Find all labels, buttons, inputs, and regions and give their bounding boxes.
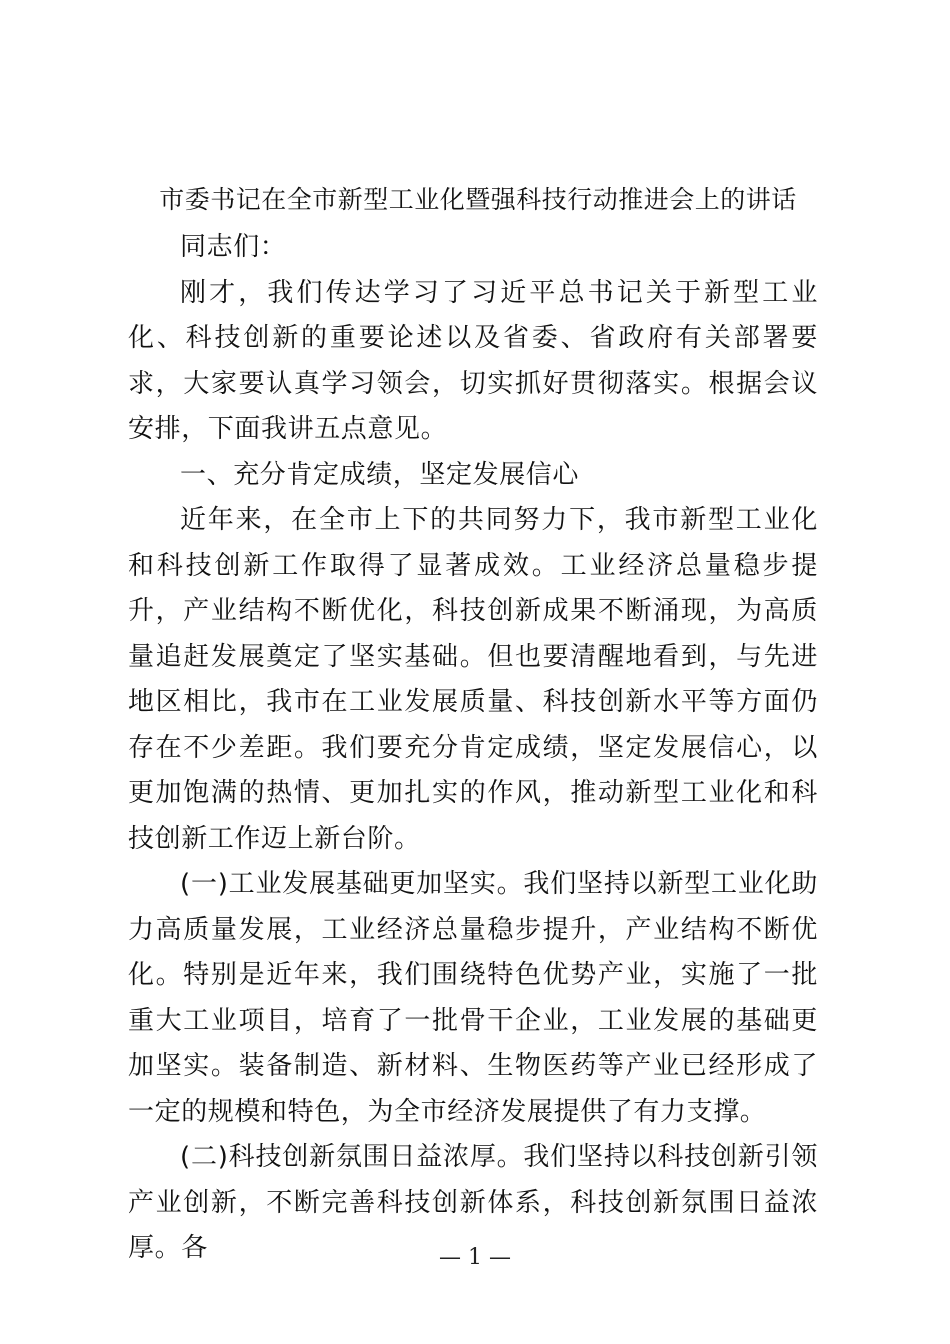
- subsection-paragraph: (二)科技创新氛围日益浓厚。我们坚持以科技创新引领产业创新，不断完善科技创新体系，科技创新氛围日益浓厚。各: [128, 1142, 818, 1263]
- page-number: — 1 —: [439, 1245, 511, 1270]
- document-title: 市委书记在全市新型工业化暨强科技行动推进会上的讲话: [159, 185, 797, 214]
- intro-paragraph: 刚才，我们传达学习了习近平总书记关于新型工业化、科技创新的重要论述以及省委、省政府有关部署要求，大家要认真学习领会，切实抓好贯彻落实。根据会议安排，下面我讲五点意见。: [128, 277, 818, 444]
- body-paragraph: 近年来，在全市上下的共同努力下，我市新型工业化和科技创新工作取得了显著成效。工业经济总量稳步提升，产业结构不断优化，科技创新成果不断涌现，为高质量追赶发展奠定了坚实基础。但也要清醒地看到，与先进地区相比，我市在工业发展质量、科技创新水平等方面仍存在不少差距。我们要充分肯定成绩，坚定发展信心，以更加饱满的热情、更加扎实的作风，推动新型工业化和科技创新工作迈上新台阶。: [128, 505, 818, 854]
- subsection-paragraph: (一)工业发展基础更加坚实。我们坚持以新型工业化助力高质量发展，工业经济总量稳步提升，产业结构不断优化。特别是近年来，我们围绕特色优势产业，实施了一批重大工业项目，培育了一批骨干企业，工业发展的基础更加坚实。装备制造、新材料、生物医药等产业已经形成了一定的规模和特色，为全市经济发展提供了有力支撑。: [128, 869, 818, 1127]
- section-heading: 一、充分肯定成绩，坚定发展信心: [180, 459, 580, 490]
- salutation-paragraph: 同志们：: [180, 232, 287, 262]
- document-body: [128, 225, 818, 1272]
